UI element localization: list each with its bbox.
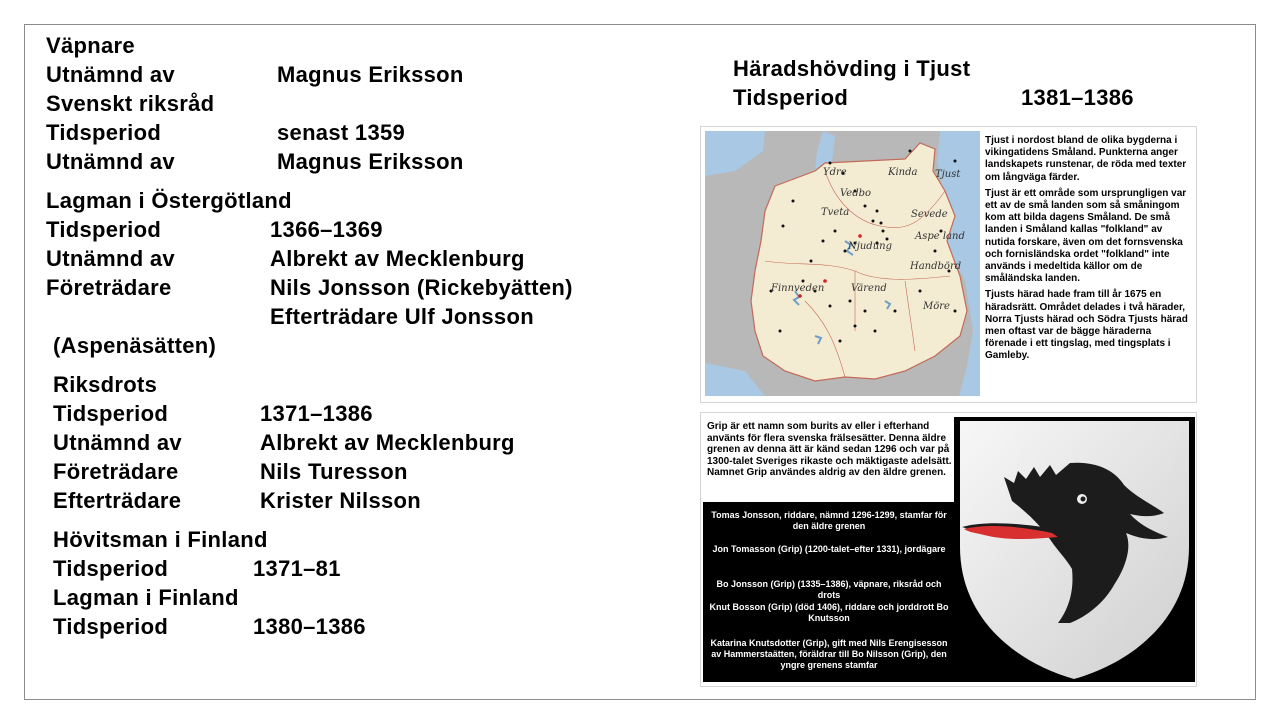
- map-caption-2: Tjust är ett område som ursprungligen var ett av de små landen som så småningom kom att bilda dagens Småland. De små landen i Småland kallas "folkland" av nutida forskare, även om det fornsvenska och fornisländska ordet "folkland" inte används i medeltida källor om de småländska landen.: [985, 187, 1187, 285]
- label-tidsperiod-1: Tidsperiod: [46, 120, 162, 145]
- map-caption-3: Tjusts härad hade fram till år 1675 en häradsrätt. Området delades i två härader, Norra Tjusts härad och Södra Tjusts härad men oftast var de bägge häraderna förenade i ett tingslag, med tingsplats i Gamleby.: [985, 289, 1188, 362]
- label-utnamnd-4: Utnämnd av: [53, 430, 182, 455]
- grip-shield-svg: [954, 417, 1195, 682]
- value-tidsperiod-3: 1371–1386: [260, 401, 373, 426]
- grip-lineage-list: [703, 502, 955, 682]
- map-label-sevede: Sevede: [911, 209, 948, 220]
- label-foretradare-1: Företrädare: [46, 275, 172, 300]
- map-caption-1: Tjust i nordost bland de olika bygderna i vikingatidens Småland. Punkterna anger landskapets runstenar, de röda med texter om långväga färder.: [985, 135, 1187, 183]
- title-vapnare: Väpnare: [46, 33, 135, 58]
- title-hovitsman: Hövitsman i Finland: [53, 527, 268, 552]
- map-caption: [985, 135, 1191, 367]
- smaland-map-svg: [705, 131, 980, 396]
- aspenasatten: (Aspenäsätten): [53, 333, 217, 358]
- title-haradshovding: Häradshövding i Tjust: [733, 56, 971, 81]
- label-utnamnd-2: Utnämnd av: [46, 149, 175, 174]
- value-tidsperiod-5: 1380–1386: [253, 614, 366, 639]
- grip-panel: [700, 412, 1197, 687]
- grip-intro-text: Grip är ett namn som burits av eller i efterhand använts för flera svenska frälsesätter. Denna äldre grenen av denna ätt är känd sedan 1296 och var på 1300-talet Sveriges rikaste och mäktigaste adelsätt. Namnet Grip användes aldrig av den äldre grenen.: [707, 421, 952, 479]
- label-tidsperiod-2: Tidsperiod: [46, 217, 162, 242]
- value-eftertradare: Krister Nilsson: [260, 488, 421, 513]
- value-tidsperiod-4: 1371–81: [253, 556, 341, 581]
- eftertradare-line: Efterträdare Ulf Jonsson: [270, 304, 534, 329]
- grip-coat-of-arms: [954, 417, 1195, 682]
- grip-entry: Knut Bosson (Grip) (död 1406), riddare och jorddrott Bo Knutsson: [709, 602, 949, 623]
- label-tidsperiod-4: Tidsperiod: [53, 556, 169, 581]
- label-tidsperiod-3: Tidsperiod: [53, 401, 169, 426]
- value-utnamnd-1: Magnus Eriksson: [277, 62, 464, 87]
- map-label-njudung: Njudung: [848, 241, 892, 252]
- map-label-tveta: Tveta: [821, 207, 850, 218]
- map-label-tjust: Tjust: [935, 169, 961, 180]
- map-label-aspeland: Aspe land: [915, 231, 965, 242]
- map-label-varend: Värend: [851, 283, 887, 294]
- value-utnamnd-4: Albrekt av Mecklenburg: [260, 430, 515, 455]
- value-foretradare-2: Nils Turesson: [260, 459, 408, 484]
- label-utnamnd-3: Utnämnd av: [46, 246, 175, 271]
- grip-entry: Jon Tomasson (Grip) (1200-talet–efter 1331), jordägare: [712, 544, 946, 554]
- grip-entry: Tomas Jonsson, riddare, nämnd 1296-1299, stamfar för den äldre grenen: [711, 510, 947, 531]
- title-riksdrots: Riksdrots: [53, 372, 158, 397]
- map-label-kinda: Kinda: [888, 167, 918, 178]
- map-label-vedbo: Vedbo: [840, 188, 872, 199]
- grip-entry: Katarina Knutsdotter (Grip), gift med Nils Erengisesson av Hammerstaätten, föräldrar till Bo Nilsson (Grip), den yngre grenens stamfar: [710, 638, 948, 670]
- label-utnamnd-1: Utnämnd av: [46, 62, 175, 87]
- value-tidsperiod-right: 1381–1386: [1021, 85, 1134, 110]
- label-foretradare-2: Företrädare: [53, 459, 179, 484]
- title-lagman-ostergotland: Lagman i Östergötland: [46, 188, 292, 213]
- value-foretradare-1: Nils Jonsson (Rickebyätten): [270, 275, 573, 300]
- tjust-map-panel: [700, 126, 1197, 403]
- griffin-pupil-icon: [1081, 497, 1086, 502]
- map-label-ydre: Ydre: [823, 167, 847, 178]
- grip-entry: Bo Jonsson (Grip) (1335–1386), väpnare, riksråd och drots: [716, 579, 942, 600]
- smaland-map-image: [705, 131, 980, 396]
- map-label-handbord: Handbörd: [910, 261, 962, 272]
- map-label-finnveden: Finnveden: [771, 283, 825, 294]
- title-riksrad: Svenskt riksråd: [46, 91, 215, 116]
- title-lagman-finland: Lagman i Finland: [53, 585, 239, 610]
- value-utnamnd-2: Magnus Eriksson: [277, 149, 464, 174]
- label-tidsperiod-5: Tidsperiod: [53, 614, 169, 639]
- label-tidsperiod-right: Tidsperiod: [733, 85, 849, 110]
- value-tidsperiod-1: senast 1359: [277, 120, 406, 145]
- value-tidsperiod-2: 1366–1369: [270, 217, 383, 242]
- map-label-more: Möre: [923, 301, 950, 312]
- label-eftertradare: Efterträdare: [53, 488, 182, 513]
- value-utnamnd-3: Albrekt av Mecklenburg: [270, 246, 525, 271]
